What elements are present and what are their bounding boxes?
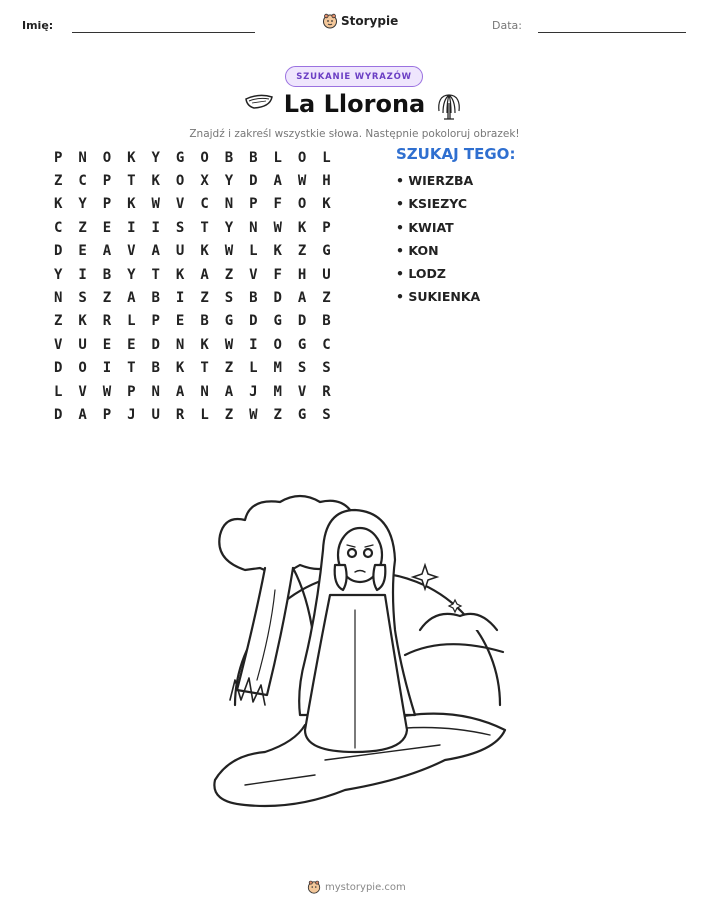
grid-letter: Z bbox=[78, 219, 87, 236]
grid-letter: T bbox=[200, 360, 209, 377]
grid-letter: G bbox=[297, 336, 307, 353]
grid-letter: F bbox=[273, 196, 282, 213]
grid-letter: S bbox=[297, 360, 307, 377]
grid-letter: W bbox=[102, 383, 112, 400]
grid-letter: A bbox=[151, 243, 160, 260]
grid-letter: W bbox=[224, 243, 234, 260]
grid-letter: K bbox=[175, 266, 185, 283]
grid-letter: D bbox=[53, 406, 63, 423]
grid-letter: K bbox=[175, 360, 185, 377]
instructions: Znajdź i zakreśl wszystkie słowa. Następnie pokoloruj obrazek! bbox=[189, 128, 520, 140]
grid-letter: I bbox=[127, 219, 136, 236]
grid-letter: P bbox=[322, 219, 331, 236]
name-line bbox=[72, 32, 255, 33]
grid-letter: D bbox=[273, 290, 282, 307]
grid-letter: O bbox=[297, 196, 307, 213]
word-item: • KSIEZYC bbox=[396, 196, 468, 212]
grid-letter: U bbox=[78, 336, 87, 353]
grid-letter: Y bbox=[53, 266, 63, 283]
la-llorona-coloring-illustration bbox=[205, 490, 510, 820]
grid-letter: B bbox=[249, 149, 258, 166]
grid-letter: N bbox=[249, 219, 258, 236]
grid-letter: P bbox=[249, 196, 258, 213]
storypie-logo-icon bbox=[322, 13, 338, 29]
grid-letter: K bbox=[273, 243, 282, 260]
grid-letter: L bbox=[273, 149, 282, 166]
grid-letter: S bbox=[322, 360, 331, 377]
grid-letter: L bbox=[249, 360, 258, 377]
footer-url: mystorypie.com bbox=[325, 881, 406, 893]
grid-letter: C bbox=[78, 173, 87, 190]
word-item: • SUKIENKA bbox=[396, 289, 481, 305]
grid-letter: I bbox=[175, 290, 185, 307]
grid-letter: S bbox=[224, 290, 234, 307]
grid-letter: K bbox=[200, 336, 209, 353]
grid-letter: J bbox=[127, 406, 136, 423]
grid-letter: Z bbox=[224, 360, 234, 377]
grid-letter: U bbox=[322, 266, 331, 283]
date-line bbox=[538, 32, 686, 33]
storypie-logo-icon bbox=[307, 880, 321, 894]
grid-letter: B bbox=[151, 360, 160, 377]
grid-letter: A bbox=[127, 290, 136, 307]
grid-letter: K bbox=[78, 313, 87, 330]
grid-letter: A bbox=[175, 383, 185, 400]
grid-letter: E bbox=[175, 313, 185, 330]
grid-letter: T bbox=[127, 173, 136, 190]
letter-grid bbox=[46, 146, 339, 427]
grid-letter: S bbox=[78, 290, 87, 307]
word-list-title: SZUKAJ TEGO: bbox=[396, 145, 516, 163]
grid-letter: V bbox=[78, 383, 87, 400]
grid-letter: T bbox=[151, 266, 160, 283]
grid-letter: S bbox=[175, 219, 185, 236]
footer bbox=[307, 880, 406, 894]
grid-letter: T bbox=[200, 219, 209, 236]
grid-letter: I bbox=[249, 336, 258, 353]
grid-letter: P bbox=[102, 196, 112, 213]
grid-letter: K bbox=[127, 149, 136, 166]
grid-letter: N bbox=[200, 383, 209, 400]
grid-letter: U bbox=[151, 406, 160, 423]
grid-letter: O bbox=[297, 149, 307, 166]
grid-letter: K bbox=[151, 173, 160, 190]
grid-letter: N bbox=[224, 196, 234, 213]
grid-letter: D bbox=[53, 360, 63, 377]
word-item: • WIERZBA bbox=[396, 173, 474, 188]
grid-letter: Z bbox=[273, 406, 282, 423]
grid-letter: W bbox=[151, 196, 160, 213]
grid-letter: N bbox=[53, 290, 63, 307]
grid-letter: D bbox=[53, 243, 63, 260]
grid-letter: V bbox=[53, 336, 63, 353]
grid-letter: K bbox=[297, 219, 307, 236]
grid-letter: E bbox=[127, 336, 136, 353]
grid-letter: Y bbox=[78, 196, 87, 213]
grid-letter: A bbox=[224, 383, 234, 400]
grid-letter: M bbox=[273, 360, 282, 377]
grid-letter: N bbox=[78, 149, 87, 166]
grid-letter: W bbox=[224, 336, 234, 353]
grid-letter: N bbox=[151, 383, 160, 400]
grid-letter: N bbox=[175, 336, 185, 353]
grid-letter: Z bbox=[102, 290, 112, 307]
word-search-badge: SZUKANIE WYRAZÓW bbox=[285, 66, 423, 87]
grid-letter: L bbox=[127, 313, 136, 330]
grid-letter: Z bbox=[53, 173, 63, 190]
grid-letter: O bbox=[102, 149, 112, 166]
grid-letter: V bbox=[297, 383, 307, 400]
grid-letter: I bbox=[151, 219, 160, 236]
grid-letter: O bbox=[273, 336, 282, 353]
page-title: La Llorona bbox=[283, 90, 426, 118]
grid-letter: R bbox=[322, 383, 331, 400]
grid-letter: L bbox=[200, 406, 209, 423]
brand-name: Storypie bbox=[341, 14, 399, 28]
grid-letter: D bbox=[249, 173, 258, 190]
grid-letter: H bbox=[322, 173, 331, 190]
grid-letter: A bbox=[273, 173, 282, 190]
grid-letter: F bbox=[273, 266, 282, 283]
grid-letter: J bbox=[249, 383, 258, 400]
grid-letter: E bbox=[78, 243, 87, 260]
grid-letter: Z bbox=[53, 313, 63, 330]
grid-letter: G bbox=[175, 149, 185, 166]
grid-letter: P bbox=[102, 406, 112, 423]
grid-letter: H bbox=[297, 266, 307, 283]
grid-letter: W bbox=[273, 219, 282, 236]
grid-letter: Z bbox=[297, 243, 307, 260]
grid-letter: Z bbox=[200, 290, 209, 307]
grid-letter: D bbox=[249, 313, 258, 330]
grid-letter: E bbox=[102, 219, 112, 236]
grid-letter: B bbox=[102, 266, 112, 283]
grid-letter: R bbox=[102, 313, 112, 330]
grid-letter: X bbox=[200, 173, 209, 190]
grid-letter: O bbox=[200, 149, 209, 166]
word-item: • LODZ bbox=[396, 266, 446, 282]
grid-letter: B bbox=[224, 149, 234, 166]
grid-letter: P bbox=[53, 149, 63, 166]
word-item: • KWIAT bbox=[396, 219, 454, 235]
grid-letter: I bbox=[102, 360, 112, 377]
grid-letter: B bbox=[322, 313, 331, 330]
grid-letter: B bbox=[200, 313, 209, 330]
grid-letter: R bbox=[175, 406, 185, 423]
grid-letter: O bbox=[78, 360, 87, 377]
word-item: • KON bbox=[396, 242, 439, 258]
grid-letter: Y bbox=[224, 219, 234, 236]
grid-letter: G bbox=[273, 313, 282, 330]
willow-tree-icon bbox=[436, 91, 462, 121]
grid-letter: Z bbox=[322, 290, 331, 307]
grid-letter: C bbox=[322, 336, 331, 353]
grid-letter: Y bbox=[151, 149, 160, 166]
grid-letter: D bbox=[297, 313, 307, 330]
grid-letter: G bbox=[224, 313, 234, 330]
grid-letter: O bbox=[175, 173, 185, 190]
grid-letter: V bbox=[127, 243, 136, 260]
word-list bbox=[396, 172, 480, 312]
grid-letter: C bbox=[53, 219, 63, 236]
grid-letter: K bbox=[200, 243, 209, 260]
grid-letter: E bbox=[102, 336, 112, 353]
grid-letter: S bbox=[322, 406, 331, 423]
grid-letter: V bbox=[249, 266, 258, 283]
grid-letter: Y bbox=[127, 266, 136, 283]
grid-letter: L bbox=[249, 243, 258, 260]
grid-letter: L bbox=[53, 383, 63, 400]
grid-letter: G bbox=[322, 243, 331, 260]
grid-letter: L bbox=[322, 149, 331, 166]
grid-letter: Y bbox=[224, 173, 234, 190]
grid-letter: A bbox=[78, 406, 87, 423]
grid-letter: P bbox=[102, 173, 112, 190]
brand bbox=[322, 13, 398, 29]
grid-letter: P bbox=[151, 313, 160, 330]
name-label: Imię: bbox=[22, 19, 54, 32]
grid-letter: B bbox=[151, 290, 160, 307]
grid-letter: G bbox=[297, 406, 307, 423]
grid-letter: K bbox=[322, 196, 331, 213]
grid-letter: M bbox=[273, 383, 282, 400]
grid-letter: I bbox=[78, 266, 87, 283]
grid-letter: A bbox=[297, 290, 307, 307]
grid-letter: D bbox=[151, 336, 160, 353]
grid-letter: P bbox=[127, 383, 136, 400]
grid-letter: U bbox=[175, 243, 185, 260]
date-label: Data: bbox=[492, 19, 522, 32]
grid-letter: Z bbox=[224, 406, 234, 423]
grid-letter: K bbox=[127, 196, 136, 213]
grid-letter: W bbox=[249, 406, 258, 423]
grid-letter: W bbox=[297, 173, 307, 190]
grid-letter: K bbox=[53, 196, 63, 213]
grid-letter: A bbox=[200, 266, 209, 283]
grid-letter: A bbox=[102, 243, 112, 260]
grid-letter: C bbox=[200, 196, 209, 213]
grid-letter: V bbox=[175, 196, 185, 213]
grid-letter: Z bbox=[224, 266, 234, 283]
grid-letter: B bbox=[249, 290, 258, 307]
grid-letter: T bbox=[127, 360, 136, 377]
